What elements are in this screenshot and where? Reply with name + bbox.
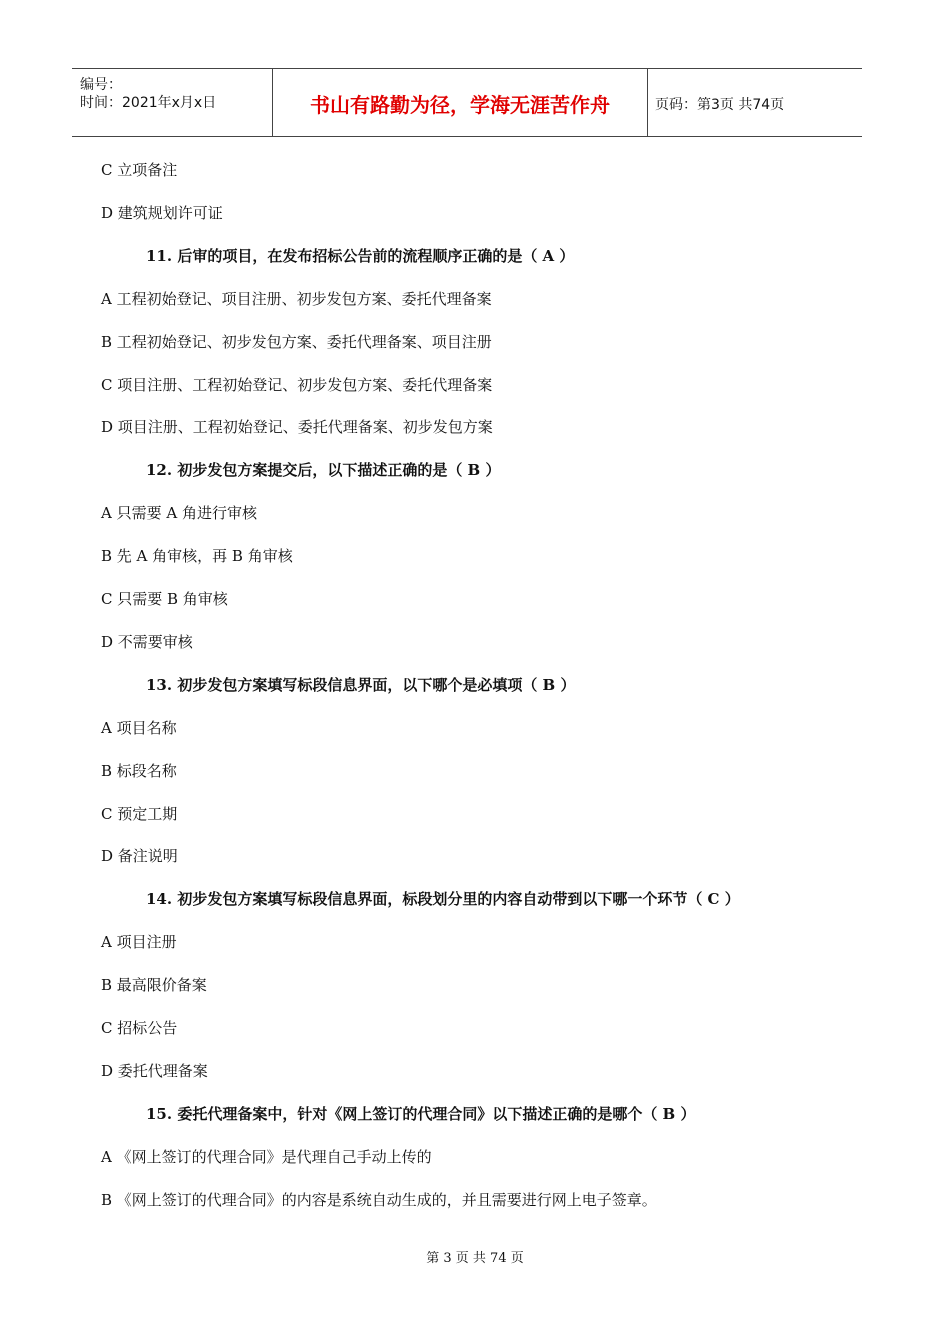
answer-option: B 最高限价备案 — [101, 976, 207, 994]
answer-option: C 只需要 B 角审核 — [101, 590, 228, 608]
answer-option: B 《网上签订的代理合同》的内容是系统自动生成的，并且需要进行网上电子签章。 — [101, 1191, 657, 1209]
question-text: 12. 初步发包方案提交后，以下描述正确的是（ B ） — [146, 461, 501, 479]
number-label: 编号： — [80, 77, 122, 93]
header-page-cell — [647, 69, 862, 136]
answer-option: C 项目注册、工程初始登记、初步发包方案、委托代理备案 — [101, 376, 493, 394]
answer-option: D 备注说明 — [101, 847, 178, 865]
answer-option: D 不需要审核 — [101, 633, 193, 651]
answer-option: D 项目注册、工程初始登记、委托代理备案、初步发包方案 — [101, 418, 493, 436]
question-text: 15. 委托代理备案中，针对《网上签订的代理合同》以下描述正确的是哪个（ B ） — [146, 1105, 696, 1123]
header-motto-cell — [272, 69, 648, 136]
answer-option: B 先 A 角审核，再 B 角审核 — [101, 547, 293, 565]
motto-text: 书山有路勤为径，学海无涯苦作舟 — [310, 93, 610, 117]
answer-option: A 《网上签订的代理合同》是代理自己手动上传的 — [101, 1148, 432, 1166]
answer-option: B 工程初始登记、初步发包方案、委托代理备案、项目注册 — [101, 333, 492, 351]
page-footer: 第 3 页 共 74 页 — [426, 1251, 524, 1266]
answer-option: A 工程初始登记、项目注册、初步发包方案、委托代理备案 — [101, 290, 492, 308]
answer-option: C 立项备注 — [101, 161, 178, 179]
page-code: 页码：第3页 共74页 — [655, 97, 785, 113]
answer-option: D 委托代理备案 — [101, 1062, 208, 1080]
answer-option: D 建筑规划许可证 — [101, 204, 223, 222]
header-meta — [72, 69, 272, 136]
question-text: 11. 后审的项目，在发布招标公告前的流程顺序正确的是（ A ） — [146, 247, 575, 265]
question-text: 13. 初步发包方案填写标段信息界面，以下哪个是必填项（ B ） — [146, 676, 576, 694]
time-label: 时间：2021年x月x日 — [80, 95, 217, 111]
answer-option: B 标段名称 — [101, 762, 177, 780]
answer-option: A 只需要 A 角进行审核 — [101, 504, 257, 522]
answer-option: A 项目注册 — [101, 933, 177, 951]
answer-option: C 预定工期 — [101, 805, 178, 823]
answer-option: A 项目名称 — [101, 719, 177, 737]
answer-option: C 招标公告 — [101, 1019, 178, 1037]
page-header — [72, 68, 862, 137]
question-text: 14. 初步发包方案填写标段信息界面，标段划分里的内容自动带到以下哪一个环节（ C ） — [146, 890, 740, 908]
